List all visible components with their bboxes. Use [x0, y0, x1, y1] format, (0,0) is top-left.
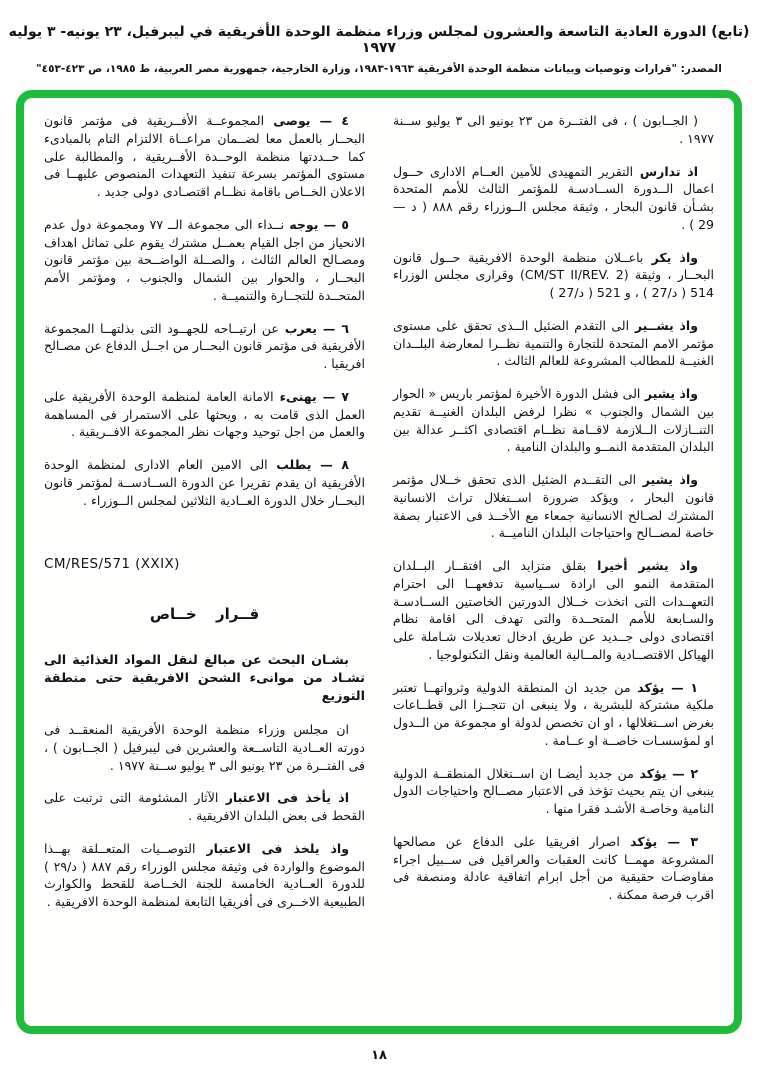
paragraph-preamble — [393, 471, 714, 542]
paragraph-lead: ٢ — يؤكد — [639, 765, 698, 781]
paragraph-text: ان مجلس وزراء منظمة الوحدة الأفريقية المنعقــد فى دورته العــادية التاســعة والعشرين فى ليبرفيل ( الجــابون ) ، فى الفتــرة من ٢٣ يونيو الى ٣ يوليو ســنة ١٩٧٧ . — [44, 722, 365, 773]
paragraph-operative-2 — [393, 765, 714, 818]
paragraph-lead: واذ يشير — [644, 386, 698, 401]
paragraph-operative-5 — [44, 216, 365, 305]
paragraph-lead: ٧ — يهنىء — [279, 388, 349, 404]
paragraph-text: الى التقدم الضئيل الــذى تحقق على مستوى مؤتمر الامم المتحدة للتجارة والتنمية نظــرا لمعارضة البلــدان الغنيــة للمطالب المشروعة للعالم الثالث . — [393, 317, 714, 369]
paragraph-text: الى فشل الدورة الأخيرة لمؤتمر باريس « الحوار بين الشمال والجنوب » نظرا لرفض البلدان الغنيــة تقديم التنــازلات الــلازمة لاقــامة نظــام اقتصادى اكثــر عدالة بين البلدان المتقدمة النمــو والبلدان النامية . — [393, 386, 714, 455]
content-frame — [16, 90, 742, 1034]
paragraph-operative-4 — [44, 112, 365, 201]
page-header — [0, 0, 758, 75]
paragraph-text: الى الامين العام الادارى لمنظمة الوحدة الأفريقية ان يقدم تقريرا عن الدورة الســادســة لمؤتمر قانون البحــار خلال الدورة العــادية الثلاثين لمجلس الــوزراء . — [44, 457, 365, 508]
paragraph-text: بقلق متزايد الى افتقــار البــلدان المتقدمة النمو الى ارادة ســياسية تدفعهــا الى احترام التعهــدات التى اتخذت خــلال الدورتين الخاصتين الســادسـة والسـابعة للأمم المتحــدة والتى تهدف الى اقامة نظام اقتصادى دولى جــديد عن طريق ادخال تعديلات شـاملة على الهياكل الاقتصــادية والمــالية العالمية ونقل التكنولوجيا . — [393, 558, 714, 662]
paragraph-lead: ٤ — يوصى — [273, 113, 349, 128]
paragraph-text: الى التقــدم الضئيل الذى تحقق خــلال مؤتمر قانون البحار ، ويؤكد ضرورة اســتغلال تراث الانسانية المشترك لصـالح الانسانية جمعاء مع الأخــذ فى الاعتبار بصفة خاصة لمصــالح واحتياجات البلدان الناميــة . — [393, 472, 714, 541]
paragraph-preamble — [393, 385, 714, 456]
paragraph-lead: ٥ — يوجه — [289, 216, 349, 232]
paragraph-text: التوصــيات المتعــلقة بهــذا الموضوع والواردة فى وثيقة مجلس الوزراء رقم ٨٨٧ ( د/٢٩ ) للدورة العــادية الخامسة للجنة الخــاصة للقحط والكوارث الطبيعية الاخــرى فى أفريقيا التابعة لمنظمة الوحدة الافريقية . — [44, 840, 365, 910]
paragraph-lead: واذ يشير — [642, 472, 698, 487]
paragraph-lead: اذ يأخذ فى الاعتبار — [225, 790, 350, 806]
paragraph-lead: واذ يلخذ فى الاعتبار — [206, 840, 349, 856]
two-column-layout — [44, 112, 714, 1016]
paragraph-preamble — [44, 789, 365, 825]
paragraph-text: الآثار المشئومة التى ترتبت على القحط فى بعض البلدان الافريقية . — [44, 790, 365, 824]
paragraph-preamble — [393, 317, 714, 370]
paragraph-operative-8 — [44, 456, 365, 509]
paragraph-text: المجموعــة الأفــريقية فى مؤتمر قانون البحــار بالعمل معا لضــمان مراعــاة الالتزام التام بالمبادىء كما حــددتها منظمة الوحــدة الأفــريقية ، والمطالبة على مستوى المؤتمر بسرعة تنفيذ التعهدات المنصوص عليهــا فى الاعلان الخــاص باقامة نظــام اقتصـادى دولى جديد . — [44, 113, 365, 199]
paragraph-lead: ٣ — يؤكد — [630, 833, 698, 849]
header-session-title: (تابع) الدورة العادية التاسعة والعشرون لمجلس وزراء منظمة الوحدة الأفريقية في ليبرفيل، ٢٣ يونيه- ٣ يوليه ١٩٧٧ — [8, 24, 750, 56]
paragraph-lead: واذ يكر — [651, 249, 698, 265]
resolution-subject: بشـان البحث عن مبالغ لنقل المواد الغذائية الى تشـاد من موانىء الشحن الافريقية حتى منطقة التوزيع — [44, 652, 365, 705]
header-source-citation: المصدر: "قرارات وتوصيات وبيانات منظمة الوحدة الأفريقية ١٩٦٣-١٩٨٣، وزارة الخارجية، جمهورية مصر العربية، ط ١٩٨٥، ص ٤٢٣-٤٥٣" — [36, 63, 722, 75]
paragraph-operative-1 — [393, 679, 714, 750]
paragraph-text: باعــلان منظمة الوحدة الافريقية حــول قانون البحــار ، وثيقة (CM/ST II/REV. 2) وقرارى مجلس الوزراء 514 ( د/27 ) ، و 521 ( د/27 ) — [393, 249, 715, 300]
paragraph-lead: واذ يشــير — [634, 317, 698, 333]
resolution-heading: قــرار خــاص — [149, 605, 260, 624]
left-column — [44, 112, 365, 1016]
paragraph-lead: ١ — يؤكد — [637, 679, 698, 695]
paragraph-text: اصرار افريقيا على الدفاع عن مصالحها المشروعة مهمــا كانت العقبات والعراقيل فى ســبيل اجراء مفاوضـات حقيقية من أجل ابرام اتفاقية عادلة ومنصفة فى اقرب فرصة ممكنة . — [393, 833, 714, 902]
paragraph-text: التقرير التمهيدى للأمين العــام الادارى حــول اعمال الــدورة الســادسـة للمؤتمر الثالث للأمم المتحدة بشـأن قانون البحار ، وثيقة مجلس الــوزراء رقم ٨٨٨ ( د — 29 ) . — [393, 163, 714, 232]
paragraph-text: نــداء الى مجموعة الــ ٧٧ ومجموعة دول عدم الانحياز من اجل القيام بعمــل مشترك يقوم على تماثل اهداف ومصـالح العالم الثالث ، والصــلة الواضــحة بين مؤتمر قانون البحــار ، والحوار بين الشمال والجنوب ، ومؤتمر الأمم المتحــدة للتجــارة والتنميــة . — [44, 216, 365, 303]
paragraph-text: الامانة العامة لمنظمة الوحدة الأفريقية على العمل الذى قامت به ، ويحثها على الاستمرار فى المساهمة والعمل من اجل توحيد وجهات نظر المجموعة الافــريقية . — [44, 388, 365, 440]
resolution-reference: CM/RES/571 (XXIX) — [44, 556, 180, 573]
paragraph-lead: واذ يشير أخيرا — [597, 558, 698, 573]
paragraph-operative-3 — [393, 833, 714, 904]
paragraph-lead: ٨ — يطلب — [276, 457, 349, 472]
paragraph-preamble — [393, 557, 714, 664]
paragraph-text: عن ارتيــاحه للجهــود التى بذلتهــا المجموعة الأفريقية فى مؤتمر قانون البحــار من اجــل الدفاع عن مصـالح افريقيا . — [44, 320, 365, 371]
right-column — [393, 112, 714, 1016]
paragraph-lead: اذ تدارس — [639, 163, 698, 179]
paragraph-lead: ٦ — يعرب — [284, 320, 349, 336]
paragraph-text: من جديد أيضـا ان اســتغلال المنطقــة الدولية ينبغى ان يتم بحيث تؤخذ فى الاعتبار مصــالح واحتياجات الدول النامية وخاصـة الأشـد فقرا منها . — [393, 765, 714, 816]
paragraph-text: ( الجــابون ) ، فى الفتــرة من ٢٣ يونيو الى ٣ يوليو ســنة ١٩٧٧ . — [393, 113, 714, 146]
paragraph-session-place — [393, 112, 714, 148]
paragraph-preamble — [393, 249, 714, 302]
paragraph-operative-7 — [44, 388, 365, 441]
paragraph-preamble — [393, 163, 714, 234]
paragraph-text: من جديد ان المنطقة الدولية وثرواتهــا تعتبر ملكية مشتركة للبشرية ، ولا ينبغى ان تتجــزا الى قطــاعات بغرض اســتغلالها ، او ان تخصص لدولة او مجموعة من الــدول او لمؤسسـات خاصــة او عــامة . — [393, 679, 714, 748]
page-number: ١٨ — [371, 1048, 387, 1063]
paragraph-council-intro — [44, 721, 365, 774]
paragraph-operative-6 — [44, 320, 365, 373]
paragraph-preamble — [44, 840, 365, 911]
